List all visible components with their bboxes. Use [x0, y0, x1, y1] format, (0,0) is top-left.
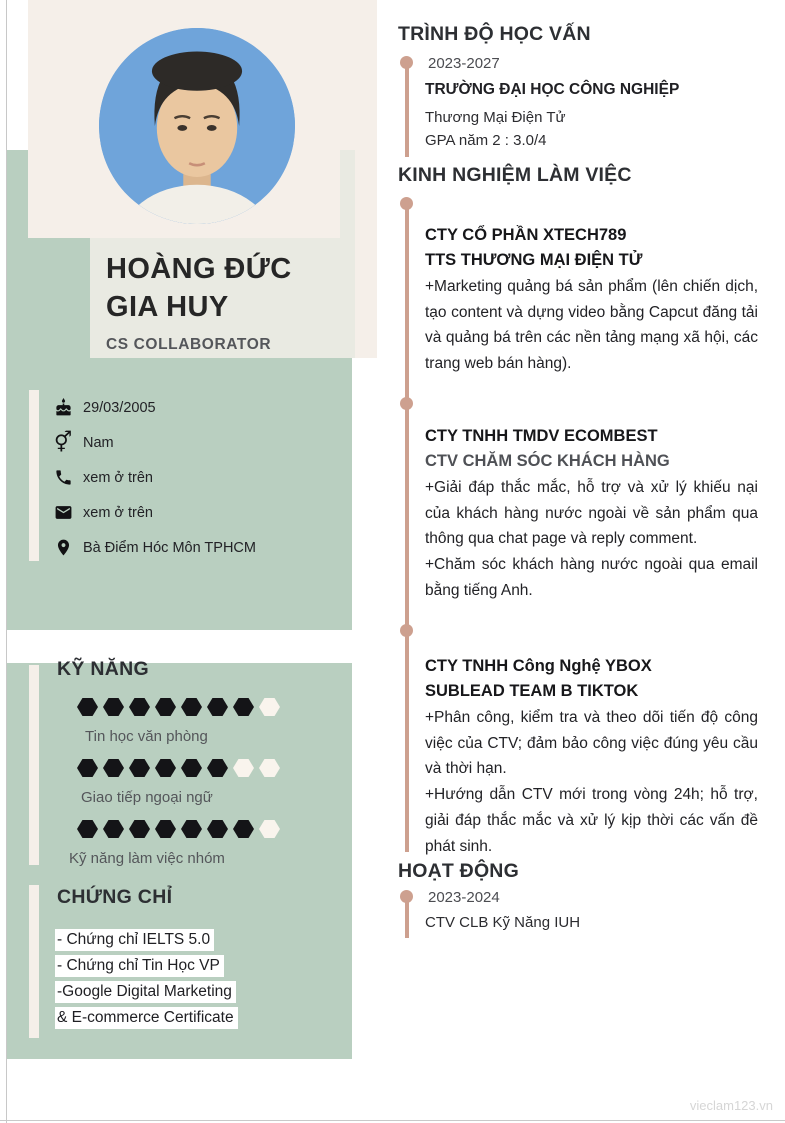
skills-list [62, 698, 322, 881]
education-timeline-line [405, 63, 409, 157]
experience-heading: KINH NGHIỆM LÀM VIỆC [398, 164, 632, 186]
activities-period: 2023-2024 [428, 889, 500, 906]
education-period: 2023-2027 [428, 55, 500, 72]
candidate-name [106, 250, 292, 326]
beige-accent-top-right [340, 0, 377, 150]
beige-accent-right-strip [355, 150, 377, 358]
certificates-list [55, 929, 335, 1033]
skill-level-hexagon [207, 820, 228, 838]
info-text: xem ở trên [83, 469, 153, 486]
personal-info-list [52, 390, 342, 565]
skill-level-hexagon [259, 820, 280, 838]
activities-text: CTV CLB Kỹ Năng IUH [425, 914, 581, 931]
skill-level-hexagon [103, 820, 124, 838]
info-text: 29/03/2005 [83, 399, 156, 416]
skills-heading: KỸ NĂNG [57, 658, 150, 680]
skill-level-hexagon [155, 759, 176, 777]
job-title: CS COLLABORATOR [106, 336, 272, 353]
skill-level-hexagon [181, 698, 202, 716]
skill-level-hexagon [129, 698, 150, 716]
experience-detail: +Phân công, kiểm tra và theo dõi tiến độ công việc của CTV; đảm bảo công việc đúng yêu cầu và thời hạn. [425, 709, 758, 778]
skill-label: Tin học văn phòng [85, 728, 208, 745]
skill-level-row [77, 759, 322, 777]
certificate-line: -Google Digital Marketing [55, 981, 236, 1003]
skill-item [62, 820, 322, 867]
skill-level-hexagon [259, 698, 280, 716]
skill-label: Kỹ năng làm việc nhóm [69, 850, 225, 867]
gender-icon: ⚥ [53, 431, 73, 454]
skill-level-hexagon [155, 698, 176, 716]
certificate-line: - Chứng chỉ IELTS 5.0 [55, 929, 214, 951]
skill-level-hexagon [181, 820, 202, 838]
certificate-line: - Chứng chỉ Tin Học VP [55, 955, 224, 977]
skill-item [62, 698, 322, 745]
experience-entry [425, 422, 758, 604]
activities-timeline-dot [400, 890, 413, 903]
profile-photo [99, 28, 295, 224]
candidate-name-line1: HOÀNG ĐỨC [106, 253, 292, 285]
experience-detail: +Hướng dẫn CTV mới trong vòng 24h; hỗ trợ, giải đáp thắc mắc và xử lý kịp thời các vấn đề phát sinh. [425, 786, 758, 855]
beige-strip-certs [29, 885, 39, 1038]
info-text: Bà Điểm Hóc Môn TPHCM [83, 539, 256, 556]
experience-role: TTS THƯƠNG MẠI ĐIỆN TỬ [425, 251, 643, 269]
education-timeline-dot [400, 56, 413, 69]
info-row [52, 390, 342, 425]
education-major: Thương Mại Điện Tử [425, 109, 566, 126]
experience-detail: +Chăm sóc khách hàng nước ngoài qua email bằng tiếng Anh. [425, 556, 758, 599]
skill-level-hexagon [233, 698, 254, 716]
experience-details [425, 705, 758, 859]
location-icon [52, 538, 74, 558]
info-row [52, 425, 342, 460]
skill-level-hexagon [181, 759, 202, 777]
experience-company: CTY CỔ PHẦN XTECH789 [425, 226, 627, 244]
education-heading: TRÌNH ĐỘ HỌC VẤN [398, 23, 591, 45]
info-row [52, 495, 342, 530]
experience-timeline-dot [400, 624, 413, 637]
info-row [52, 460, 342, 495]
certificates-heading: CHỨNG CHỈ [57, 886, 173, 908]
portrait-illustration [99, 28, 295, 224]
certificate-line: & E-commerce Certificate [55, 1007, 238, 1029]
experience-details [425, 475, 758, 604]
skill-level-hexagon [129, 759, 150, 777]
skill-level-hexagon [155, 820, 176, 838]
skill-level-row [77, 820, 322, 838]
education-gpa: GPA năm 2 : 3.0/4 [425, 132, 547, 149]
info-row [52, 530, 342, 565]
experience-timeline-dot [400, 397, 413, 410]
skill-label: Giao tiếp ngoại ngữ [81, 789, 213, 806]
candidate-name-line2: GIA HUY [106, 291, 229, 323]
info-text: Nam [83, 434, 114, 451]
email-icon [52, 503, 74, 523]
skill-level-hexagon [77, 698, 98, 716]
info-text: xem ở trên [83, 504, 153, 521]
skill-level-hexagon [129, 820, 150, 838]
skill-level-hexagon [77, 759, 98, 777]
phone-icon [52, 468, 74, 488]
skill-level-hexagon [207, 698, 228, 716]
experience-company: CTY TNHH TMDV ECOMBEST [425, 427, 658, 445]
skill-level-row [77, 698, 322, 716]
skill-level-hexagon [207, 759, 228, 777]
skill-level-hexagon [233, 759, 254, 777]
skill-level-hexagon [233, 820, 254, 838]
experience-entry [425, 652, 758, 859]
experience-timeline-dot [400, 197, 413, 210]
page-border-left [6, 0, 7, 1123]
skill-item [62, 759, 322, 806]
skill-level-hexagon [77, 820, 98, 838]
skill-level-hexagon [259, 759, 280, 777]
skill-level-hexagon [103, 759, 124, 777]
beige-strip-info [29, 390, 39, 561]
page-border-bottom [0, 1120, 785, 1121]
watermark: vieclam123.vn [689, 1098, 773, 1113]
beige-strip-skills [29, 665, 39, 865]
experience-role: SUBLEAD TEAM B TIKTOK [425, 682, 639, 700]
education-school: TRƯỜNG ĐẠI HỌC CÔNG NGHIỆP [425, 81, 680, 98]
experience-detail: +Marketing quảng bá sản phẩm (lên chiến dịch, tạo content và dựng video bằng Capcut đăng tải và quảng bá trên các nền tảng mạng xã hội, các trang web bán hàng). [425, 278, 758, 373]
activities-heading: HOẠT ĐỘNG [398, 860, 519, 882]
experience-detail: +Giải đáp thắc mắc, hỗ trợ và xử lý khiếu nại của khách hàng nước ngoài về sản phẩm qua thông qua chat page và reply comment. [425, 479, 758, 548]
experience-details [425, 274, 758, 377]
skill-level-hexagon [103, 698, 124, 716]
birthday-icon [52, 398, 74, 418]
experience-role: CTV CHĂM SÓC KHÁCH HÀNG [425, 452, 670, 470]
experience-timeline-line [405, 203, 409, 852]
experience-company: CTY TNHH Công Nghệ YBOX [425, 657, 652, 675]
experience-entry [425, 221, 758, 377]
